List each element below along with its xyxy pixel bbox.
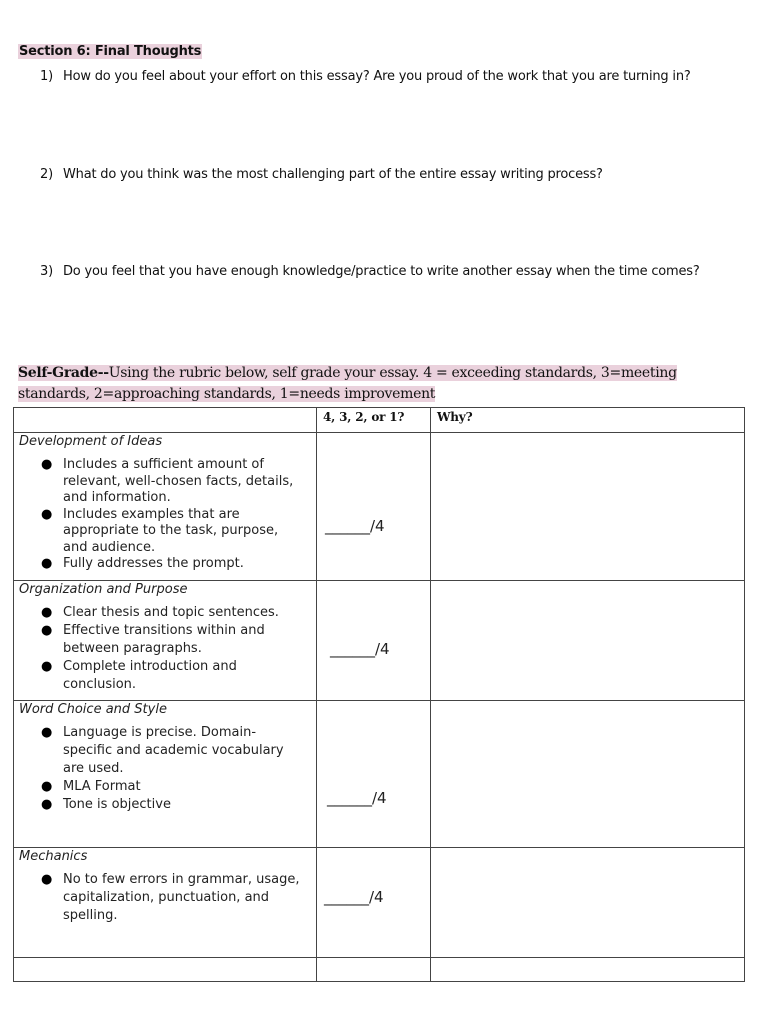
criteria-list	[14, 604, 316, 694]
criteria-list	[14, 871, 316, 925]
criteria-bullet: ● Complete introduction and conclusion.	[63, 658, 316, 694]
rubric-row-mechanics	[14, 848, 745, 958]
rubric-header-why: Why?	[431, 408, 745, 433]
score-cell[interactable]	[317, 581, 431, 701]
criteria-list	[14, 457, 316, 573]
question-3	[40, 259, 720, 284]
self-grade-label: Self-Grade--	[18, 365, 109, 381]
criteria-cell	[14, 581, 317, 701]
criteria-list	[14, 724, 316, 814]
score-blank[interactable]: ______/4	[327, 789, 387, 807]
self-grade-line1: Using the rubric below, self grade your essay. 4 = exceeding standards, 3=meeting	[108, 365, 677, 381]
empty-cell	[431, 958, 745, 982]
rubric-empty-row	[14, 958, 745, 982]
criteria-title: Development of Ideas	[19, 434, 163, 449]
criteria-bullet: ● Includes examples that are appropriate to the task, purpose, and audience.	[63, 507, 316, 557]
empty-cell	[14, 958, 317, 982]
criteria-title: Mechanics	[19, 849, 88, 864]
criteria-title: Organization and Purpose	[19, 582, 188, 597]
score-blank[interactable]: ______/4	[330, 640, 390, 658]
criteria-title: Word Choice and Style	[19, 702, 167, 717]
rubric-header-score: 4, 3, 2, or 1?	[317, 408, 431, 433]
criteria-bullet: ● Tone is objective	[63, 796, 316, 814]
score-cell[interactable]	[317, 701, 431, 848]
empty-cell	[317, 958, 431, 982]
why-cell[interactable]	[431, 581, 745, 701]
question-2	[40, 162, 740, 187]
rubric-row-development	[14, 433, 745, 581]
score-blank[interactable]: ______/4	[324, 888, 384, 906]
why-cell[interactable]	[431, 433, 745, 581]
criteria-bullet: ● No to few errors in grammar, usage, capitalization, punctuation, and spelling.	[63, 871, 316, 925]
self-grade-line2: standards, 2=approaching standards, 1=needs improvement	[18, 386, 436, 402]
self-grade-instructions	[18, 363, 718, 405]
rubric-header-criteria	[14, 408, 317, 433]
criteria-cell	[14, 848, 317, 958]
why-cell[interactable]	[431, 701, 745, 848]
criteria-bullet: ● Clear thesis and topic sentences.	[63, 604, 316, 622]
question-text: How do you feel about your effort on this essay? Are you proud of the work that you are turning in?	[63, 69, 691, 84]
criteria-bullet: ● Effective transitions within and between paragraphs.	[63, 622, 316, 658]
rubric-row-organization	[14, 581, 745, 701]
criteria-bullet: ● Language is precise. Domain-specific and academic vocabulary are used.	[63, 724, 316, 778]
rubric-row-word-choice	[14, 701, 745, 848]
score-cell[interactable]	[317, 848, 431, 958]
question-text: Do you feel that you have enough knowledge/practice to write another essay when the time comes?	[63, 264, 700, 279]
why-cell[interactable]	[431, 848, 745, 958]
score-blank[interactable]: ______/4	[325, 517, 385, 535]
rubric-table	[13, 407, 745, 982]
criteria-cell	[14, 433, 317, 581]
section-title: Section 6: Final Thoughts	[19, 44, 202, 59]
question-number: 2)	[40, 167, 53, 182]
criteria-bullet: ● Fully addresses the prompt.	[63, 556, 316, 573]
question-text: What do you think was the most challenging part of the entire essay writing process?	[63, 167, 603, 182]
question-1	[40, 64, 740, 89]
rubric-header-row	[14, 408, 745, 433]
score-cell[interactable]	[317, 433, 431, 581]
criteria-bullet: ● MLA Format	[63, 778, 316, 796]
question-number: 3)	[40, 264, 53, 279]
question-number: 1)	[40, 69, 53, 84]
criteria-cell	[14, 701, 317, 848]
criteria-bullet: ● Includes a sufficient amount of relevant, well-chosen facts, details, and information.	[63, 457, 316, 507]
